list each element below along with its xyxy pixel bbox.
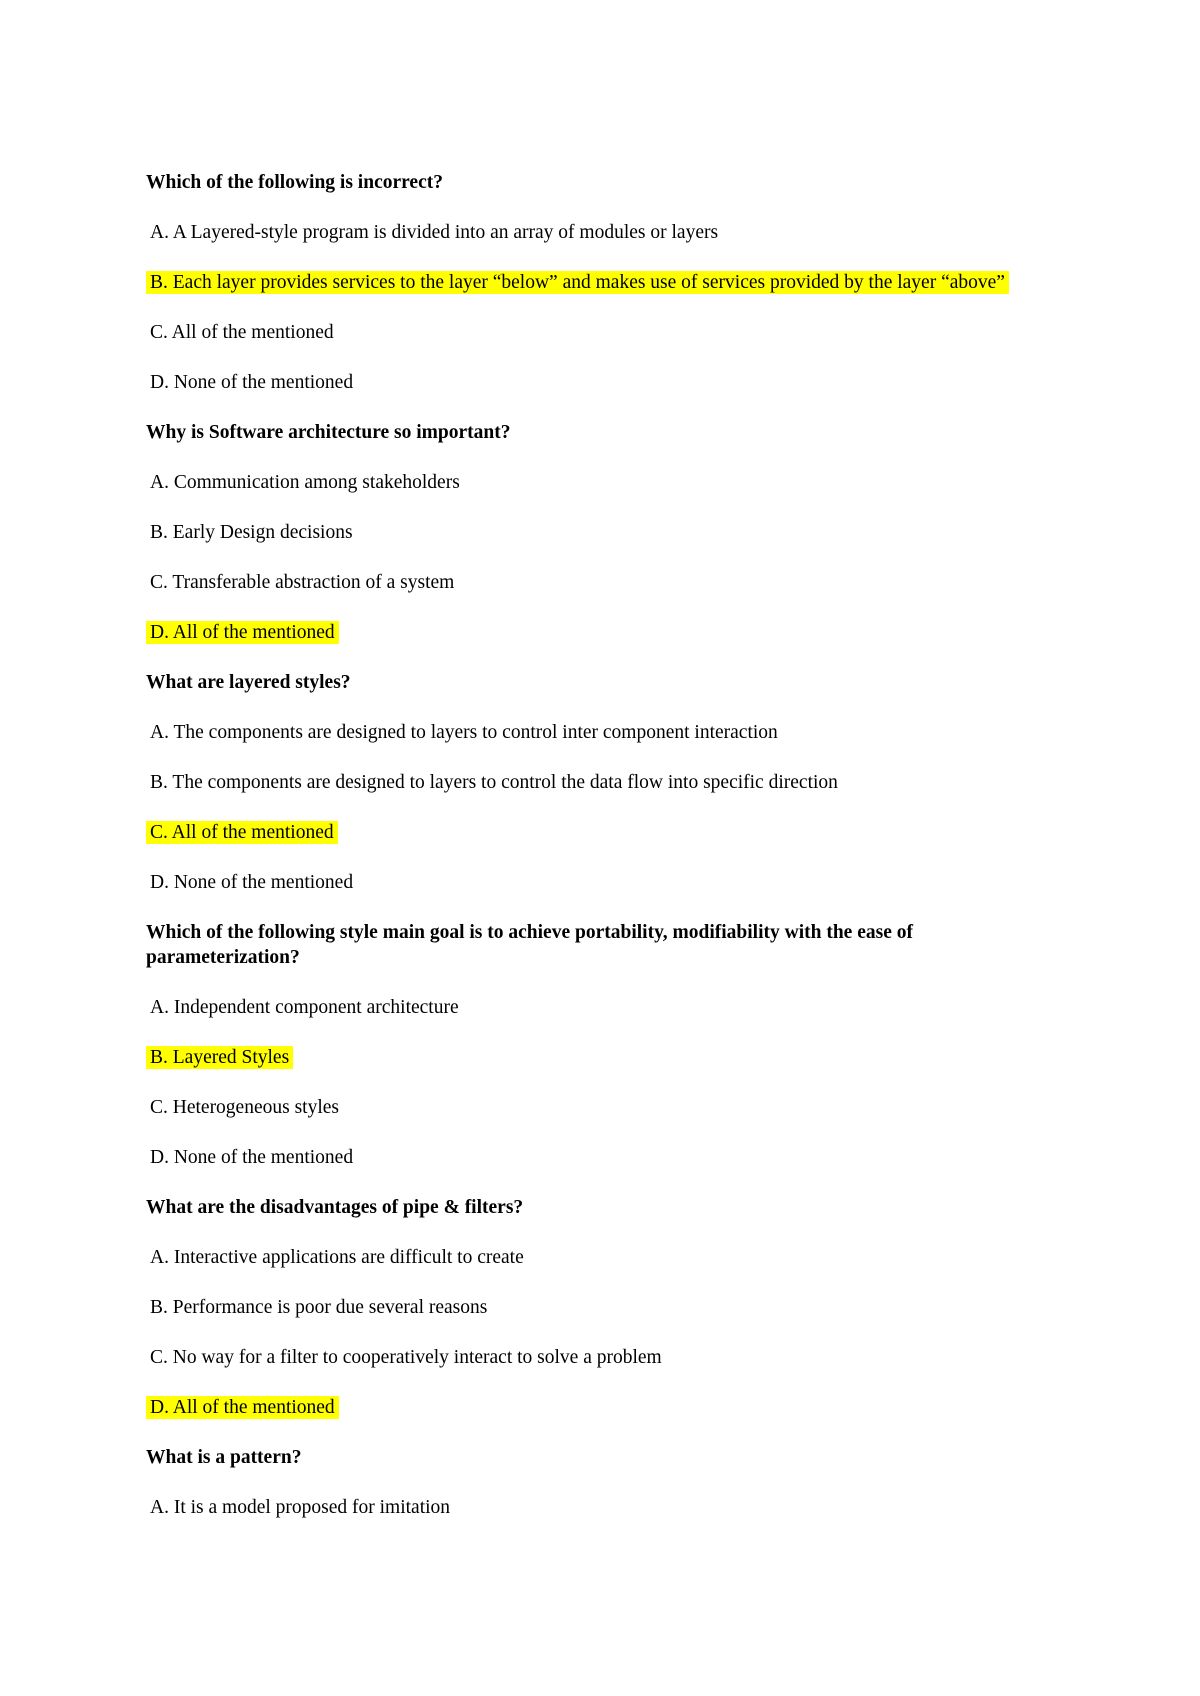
option-text: A. Communication among stakeholders xyxy=(150,472,460,493)
option-text: C. All of the mentioned xyxy=(150,322,334,343)
option-text: A. Interactive applications are difficult to create xyxy=(150,1247,524,1268)
question-1-option-d xyxy=(146,370,1066,395)
question-5-option-d xyxy=(146,1395,1066,1420)
question-4-option-a xyxy=(146,995,1066,1020)
option-text: D. None of the mentioned xyxy=(150,1147,354,1168)
question-3-option-c xyxy=(146,820,1066,845)
highlighted-answer: D. All of the mentioned xyxy=(146,1396,339,1419)
option-text: D. None of the mentioned xyxy=(150,372,354,393)
option-text: A. It is a model proposed for imitation xyxy=(150,1497,451,1518)
question-5-option-c xyxy=(146,1345,1066,1370)
question-5-option-a xyxy=(146,1245,1066,1270)
quiz-content xyxy=(146,170,1066,1545)
question-4-option-d xyxy=(146,1145,1066,1170)
question-2-option-d xyxy=(146,620,1066,645)
highlighted-answer: C. All of the mentioned xyxy=(146,821,338,844)
question-3-option-d xyxy=(146,870,1066,895)
question-5-option-b xyxy=(146,1295,1066,1320)
question-4: Which of the following style main goal is to achieve portability, modifiability with the ease of parameterization? xyxy=(146,922,913,968)
question-2-option-a xyxy=(146,470,1066,495)
question-3: What are layered styles? xyxy=(146,672,351,693)
question-6-option-a xyxy=(146,1495,1066,1520)
option-text: C. Transferable abstraction of a system xyxy=(150,572,455,593)
option-text: D. None of the mentioned xyxy=(150,872,354,893)
option-text: C. Heterogeneous styles xyxy=(150,1097,340,1118)
question-2-option-c xyxy=(146,570,1066,595)
question-3-option-a xyxy=(146,720,1066,745)
highlighted-answer: B. Layered Styles xyxy=(146,1046,293,1069)
question-3-option-b xyxy=(146,770,1066,795)
question-5: What are the disadvantages of pipe & filters? xyxy=(146,1197,524,1218)
highlighted-answer: B. Each layer provides services to the layer “below” and makes use of services provided by the layer “above” xyxy=(146,271,1009,294)
question-1-option-c xyxy=(146,320,1066,345)
question-1: Which of the following is incorrect? xyxy=(146,172,443,193)
option-text: A. Independent component architecture xyxy=(150,997,459,1018)
option-text: B. Early Design decisions xyxy=(150,522,353,543)
option-text: A. A Layered-style program is divided into an array of modules or layers xyxy=(150,222,719,243)
option-text: B. Performance is poor due several reasons xyxy=(150,1297,488,1318)
option-text: B. The components are designed to layers to control the data flow into specific direction xyxy=(150,772,838,793)
question-2-option-b xyxy=(146,520,1066,545)
question-1-option-b xyxy=(146,270,1066,295)
highlighted-answer: D. All of the mentioned xyxy=(146,621,339,644)
question-4-option-b xyxy=(146,1045,1066,1070)
question-2: Why is Software architecture so important? xyxy=(146,422,511,443)
option-text: C. No way for a filter to cooperatively interact to solve a problem xyxy=(150,1347,662,1368)
question-6: What is a pattern? xyxy=(146,1447,302,1468)
question-1-option-a xyxy=(146,220,1066,245)
question-4-option-c xyxy=(146,1095,1066,1120)
option-text: A. The components are designed to layers to control inter component interaction xyxy=(150,722,778,743)
